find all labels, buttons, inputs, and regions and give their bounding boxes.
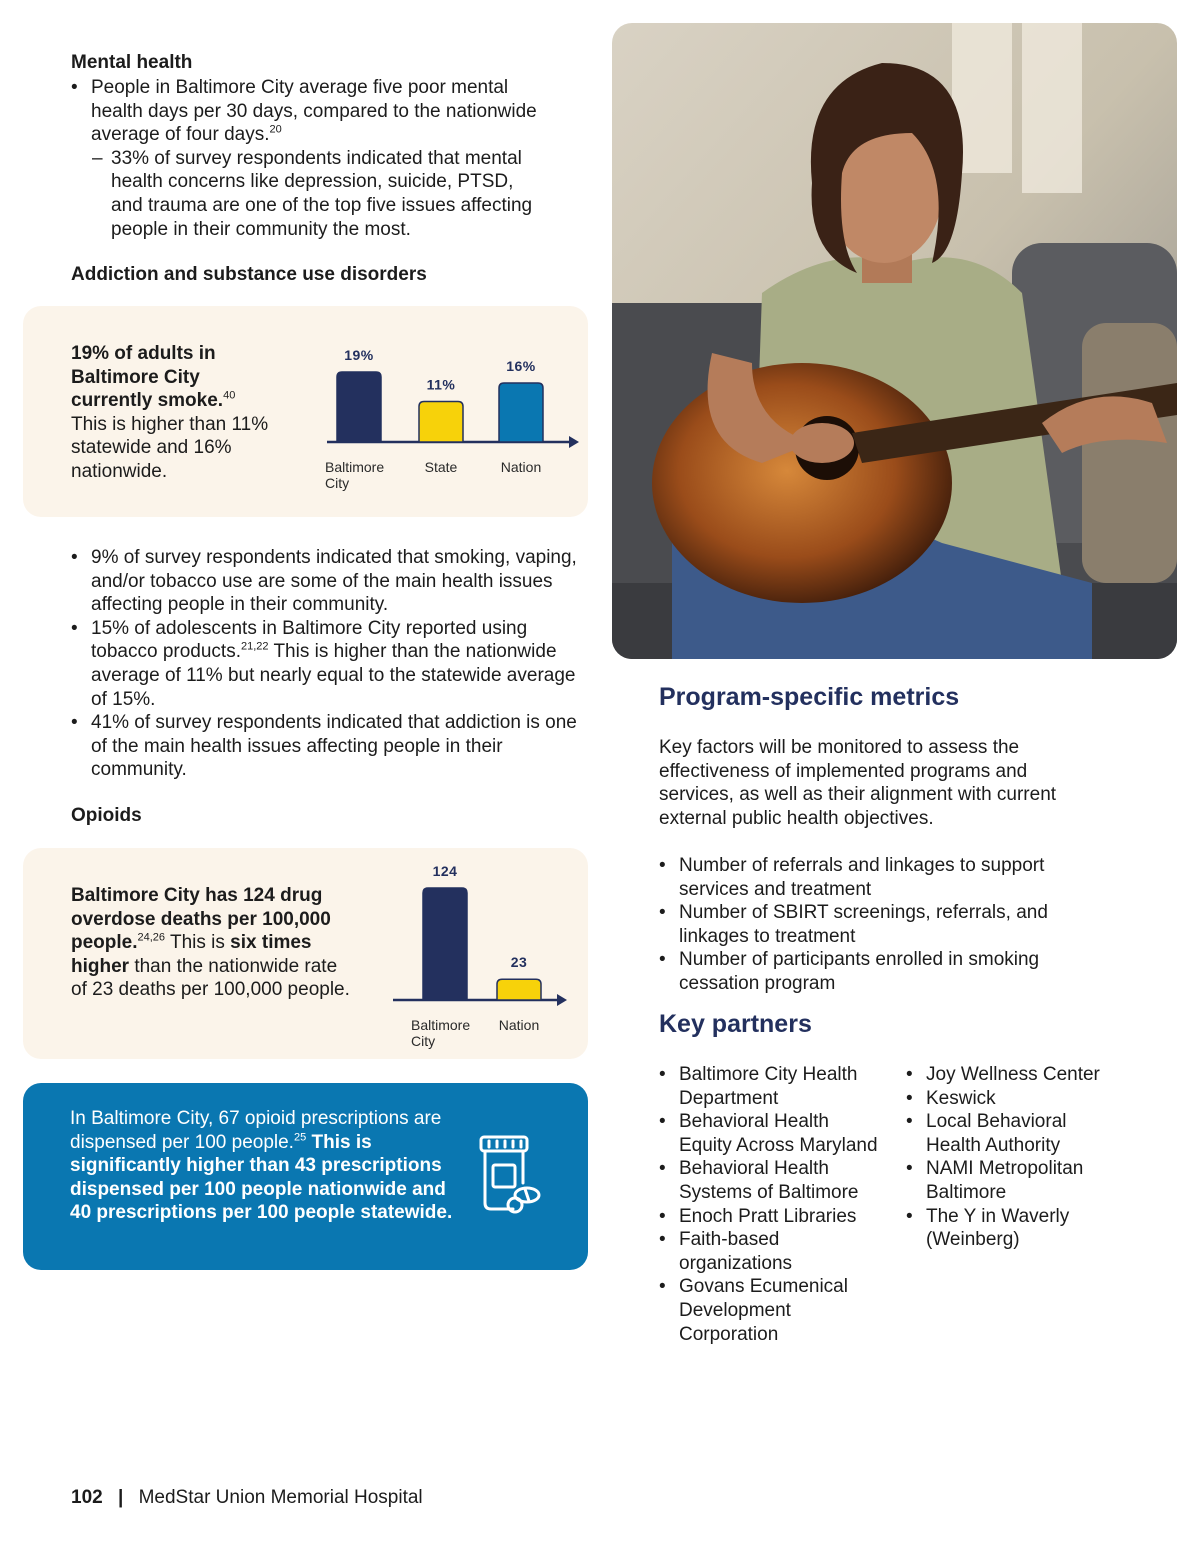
guitar-photo: [612, 23, 1177, 659]
person-playing-guitar-icon: [612, 23, 1177, 659]
opioids-heading: Opioids: [71, 805, 142, 826]
mental-health-heading: Mental health: [71, 52, 193, 73]
smoking-stat-card: [23, 306, 588, 517]
chart-bar: [499, 383, 543, 442]
addiction-bullets: [71, 546, 591, 782]
chart-axis-arrow: [557, 994, 567, 1006]
addiction-bullet-2: • 41% of survey respondents indicated that addiction is one of the main health issues affecting people in their community.: [71, 711, 591, 782]
overdose-stat-text: Baltimore City has 124 drug overdose deaths per 100,000 people.$^{24,26}$ This is six times higher than the nationwide rate of 23 deaths per 100,000 people.: [71, 885, 350, 1001]
chart-category-label: Nation: [498, 1017, 540, 1033]
page-number: 102: [71, 1487, 103, 1508]
partner-item: • The Y in Waverly (Weinberg): [906, 1205, 1126, 1252]
addiction-heading: Addiction and substance use disorders: [71, 264, 427, 285]
partner-item: • Keswick: [906, 1087, 1126, 1111]
chart-value-label: 124: [432, 863, 458, 879]
footer-separator: |: [117, 1487, 124, 1508]
hospital-name: MedStar Union Memorial Hospital: [138, 1487, 423, 1508]
mental-health-bullet: • People in Baltimore City average five poor mental health days per 30 days, compared to the nationwide average of four days.$^{20}$ – 33% of survey respondents indicated that mental health concerns like depression, suicide, PTSD, and trauma are one of the top five issues affecting people in their community the most.: [71, 76, 541, 241]
partner-item: • Local Behavioral Health Authority: [906, 1110, 1126, 1157]
pill-bottle-icon: [473, 1131, 545, 1221]
chart-axis-arrow: [569, 436, 579, 448]
chart-value-label: 11%: [426, 376, 456, 393]
chart-value-label: 16%: [506, 358, 536, 375]
page-footer: [71, 1487, 423, 1509]
partner-item: • NAMI Metropolitan Baltimore: [906, 1157, 1126, 1204]
chart-category-label: Baltimore City: [411, 1017, 471, 1049]
partner-item: • Enoch Pratt Libraries: [659, 1205, 884, 1229]
metrics-heading: Program-specific metrics: [659, 683, 960, 711]
smoking-stat-text: 19% of adults in Baltimore City currently smoke.$^{40}$ This is higher than 11% statewide and 16% nationwide.: [71, 343, 269, 482]
partner-item: • Behavioral Health Systems of Baltimore: [659, 1157, 884, 1204]
smoking-bar-chart: [293, 336, 583, 506]
partner-item: • Joy Wellness Center: [906, 1063, 1126, 1087]
partners-heading: Key partners: [659, 1010, 812, 1038]
addiction-bullet-1: • 15% of adolescents in Baltimore City reported using tobacco products.$^{21,22}$ This is higher than the nationwide average of 11% but nearly equal to the statewide average of 15%.: [71, 617, 591, 711]
partners-column-1: [659, 1063, 884, 1346]
partner-item: • Faith-based organizations: [659, 1228, 884, 1275]
metrics-bullet-2: • Number of participants enrolled in smoking cessation program: [659, 948, 1089, 995]
metrics-intro: Key factors will be monitored to assess the effectiveness of implemented programs and services, as well as their alignment with current external public health objectives.: [659, 737, 1057, 829]
chart-category-label: Nation: [500, 459, 542, 475]
partner-item: • Baltimore City Health Department: [659, 1063, 884, 1110]
chart-category-label: Baltimore City: [325, 459, 385, 491]
chart-bar: [419, 401, 463, 442]
mental-health-sub-bullet: – 33% of survey respondents indicated that mental health concerns like depression, suicide, PTSD, and trauma are one of the top five issues affecting people in their community the most.: [91, 147, 541, 241]
metrics-bullets: [659, 854, 1089, 996]
chart-bar: [423, 888, 467, 1000]
metrics-bullet-0: • Number of referrals and linkages to support services and treatment: [659, 854, 1089, 901]
partners-column-2: [906, 1063, 1126, 1252]
mental-health-section: [71, 76, 541, 241]
partner-item: • Govans Ecumenical Development Corporation: [659, 1275, 884, 1346]
chart-value-label: 19%: [344, 347, 374, 363]
overdose-bar-chart: [363, 860, 583, 1055]
prescription-callout-text: In Baltimore City, 67 opioid prescriptions are dispensed per 100 people.$^{25}$ This is significantly higher than 43 prescriptions dispensed per 100 people nationwide and 40 prescriptions per 100 people statewide.: [70, 1108, 453, 1224]
chart-category-label: State: [424, 459, 458, 475]
metrics-bullet-1: • Number of SBIRT screenings, referrals, and linkages to treatment: [659, 901, 1089, 948]
chart-bar: [497, 979, 541, 1000]
partner-item: • Behavioral Health Equity Across Maryland: [659, 1110, 884, 1157]
addiction-bullet-0: • 9% of survey respondents indicated that smoking, vaping, and/or tobacco use are some of the main health issues affecting people in their community.: [71, 546, 591, 617]
chart-bar: [337, 372, 381, 442]
overdose-stat-card: [23, 848, 588, 1059]
chart-value-label: 23: [510, 954, 528, 971]
prescription-callout: [23, 1083, 588, 1270]
